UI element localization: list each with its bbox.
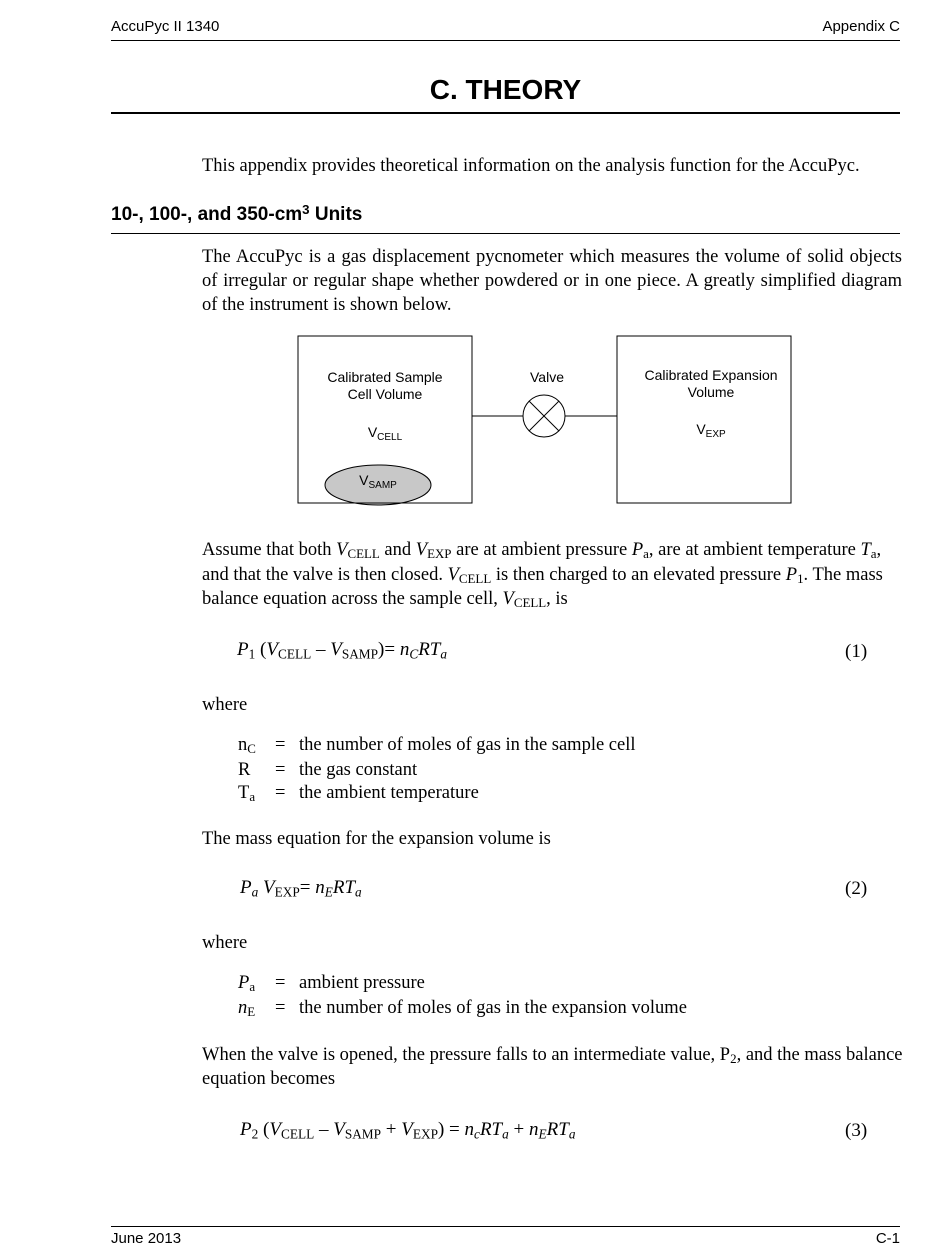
vexp-label: $V_{EXP}$ bbox=[696, 421, 726, 440]
expansion-label-line2: Volume bbox=[687, 384, 735, 400]
footer-left: June 2013 bbox=[111, 1230, 182, 1247]
vcell-label: $V_{CELL}$ bbox=[367, 424, 403, 443]
assumption-paragraph-line2: and that the valve is then closed. $V_{CELL}$ is then charged to an elevated pressure $P_1$. The mass bbox=[202, 565, 883, 587]
vsamp-label: $V_{SAMP}$ bbox=[359, 472, 397, 491]
valve-open-paragraph-line2: equation becomes bbox=[202, 1069, 336, 1089]
equation-1: $P_1$ $(V_{CELL} - V_{SAMP})= n_CRT_a$ bbox=[237, 639, 448, 662]
assumption-paragraph-line1: Assume that both $V_{CELL}$ and $V_{EXP}$ are at ambient pressure $P_a$, are at ambient temperature $T_a$, bbox=[202, 540, 882, 562]
title-rule bbox=[111, 112, 900, 114]
sample-cell-label-line1: Calibrated Sample bbox=[327, 369, 443, 385]
definitions-list-2: $P_a$ = ambient pressure $n_E$ = the number of moles of gas in the expansion volume bbox=[238, 973, 687, 1020]
equation-1-number: (1) bbox=[845, 641, 868, 662]
where-label-1: where bbox=[202, 695, 248, 715]
intro-paragraph: This appendix provides theoretical information on the analysis function for the AccuPyc. bbox=[202, 156, 860, 176]
expansion-label-line1: Calibrated Expansion bbox=[644, 367, 778, 383]
mass-equation-intro: The mass equation for the expansion volume is bbox=[202, 829, 551, 849]
section-rule bbox=[111, 233, 900, 234]
where-label-2: where bbox=[202, 933, 248, 953]
equation-2: $P_a$ $V_{EXP}= n_ERT_a$ bbox=[240, 877, 362, 900]
footer-page-number: C-1 bbox=[875, 1230, 900, 1247]
sample-cell-label-line2: Cell Volume bbox=[347, 386, 423, 402]
running-header-left: AccuPyc II 1340 bbox=[111, 18, 220, 35]
assumption-paragraph-line3: balance equation across the sample cell, $V_{CELL}$, is bbox=[202, 589, 568, 611]
section-heading: 10-, 100-, and $350-cm^3$ Units bbox=[111, 202, 363, 225]
valve-open-paragraph-line1: When the valve is opened, the pressure falls to an intermediate value, $P_2$, and the mass balance bbox=[202, 1045, 903, 1067]
equation-3: $P_2$ $(V_{CELL} - V_{SAMP} + V_{EXP}) = n_cRT_a + n_ERT_a$ bbox=[240, 1119, 576, 1142]
equation-2-number: (2) bbox=[845, 878, 868, 899]
header-rule bbox=[111, 40, 900, 41]
running-header-right: Appendix C bbox=[822, 18, 900, 35]
equation-3-number: (3) bbox=[845, 1120, 868, 1141]
definitions-list-1: $n_C$ = the number of moles of gas in the sample cell R = the gas constant $T_a$ = the ambient temperature bbox=[238, 735, 636, 805]
description-paragraph: The AccuPyc is a gas displacement pycnometer which measures the volume of solid objects of irregular or regular shape whether powdered or in one piece. A greatly simplified diagram of the instrument is shown below. bbox=[202, 247, 902, 315]
footer-rule bbox=[111, 1226, 900, 1227]
page-title: C. THEORY bbox=[429, 74, 582, 105]
valve-label: Valve bbox=[530, 369, 564, 385]
pycnometer-diagram bbox=[290, 330, 800, 510]
expansion-volume-box bbox=[617, 336, 791, 503]
